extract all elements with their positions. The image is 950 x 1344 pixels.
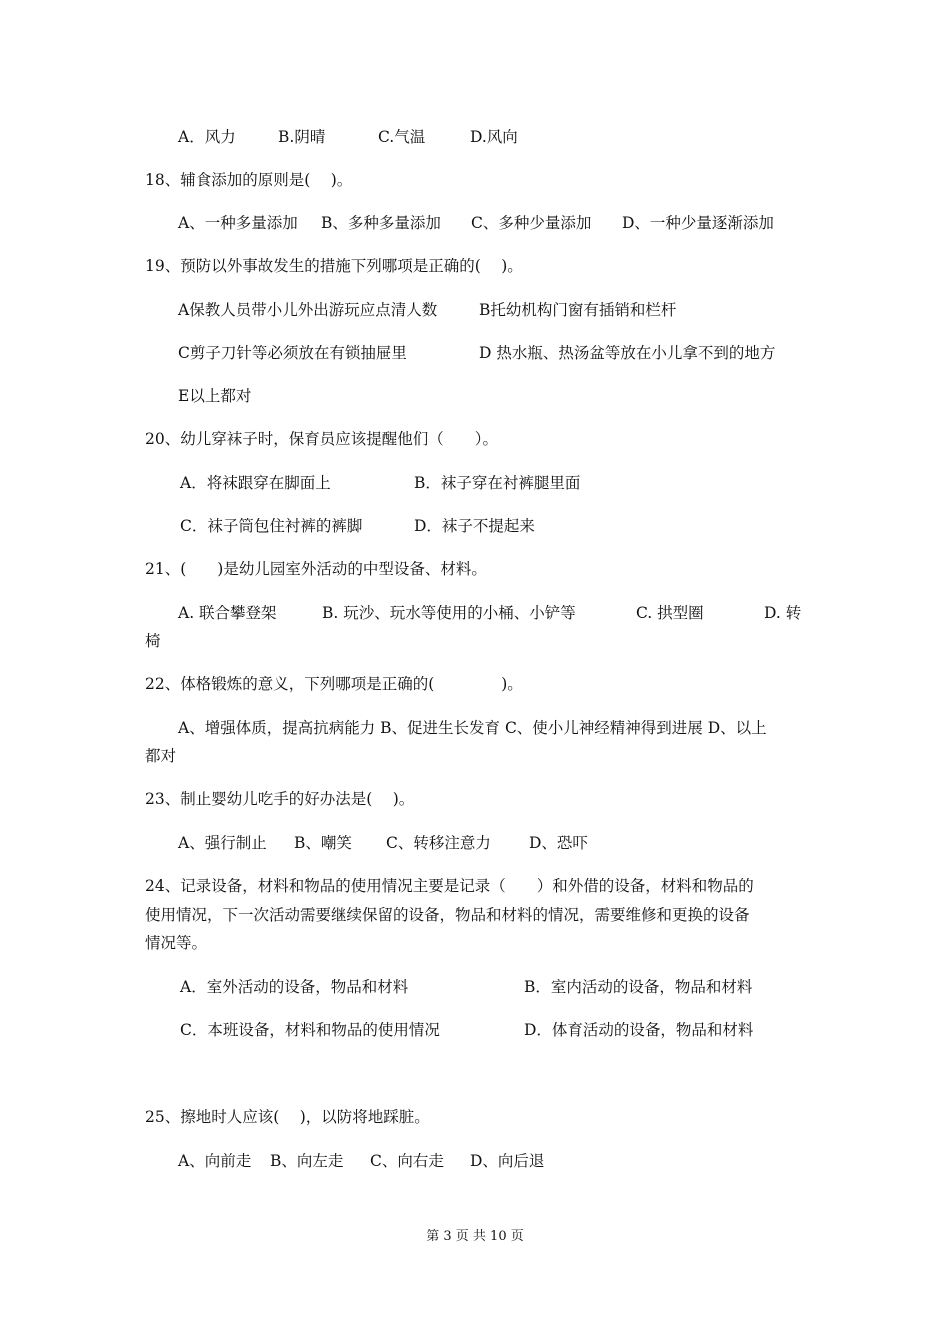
q25-option-c: C、向右走 xyxy=(370,1152,444,1170)
q19-stem: 19、预防以外事故发生的措施下列哪项是正确的( )。 xyxy=(145,257,523,275)
q24-stem-line1: 24、记录设备，材料和物品的使用情况主要是记录（ ）和外借的设备，材料和物品的 xyxy=(145,877,754,895)
q24-stem-line2: 使用情况，下一次活动需要继续保留的设备，物品和材料的情况，需要维修和更换的设备 xyxy=(145,906,750,924)
q19-option-b: B托幼机构门窗有插销和栏杆 xyxy=(479,301,677,319)
q17-option-c: C.气温 xyxy=(378,128,426,146)
q25-stem: 25、擦地时人应该( )，以防将地踩脏。 xyxy=(145,1108,430,1126)
q21-option-d-wrap: 椅 xyxy=(145,632,161,650)
q19-option-e: E以上都对 xyxy=(178,387,252,405)
q24-option-a: A．室外活动的设备，物品和材料 xyxy=(180,978,409,996)
q23-option-b: B、嘲笑 xyxy=(294,834,352,852)
q21-option-a: A. 联合攀登架 xyxy=(178,604,277,622)
q18-option-a: A、一种多量添加 xyxy=(178,214,298,232)
q19-option-a: A保教人员带小儿外出游玩应点清人数 xyxy=(178,301,438,319)
q18-option-c: C、多种少量添加 xyxy=(471,214,592,232)
q25-option-b: B、向左走 xyxy=(270,1152,344,1170)
q25-option-d: D、向后退 xyxy=(470,1152,545,1170)
page-footer: 第 3 页 共 10 页 xyxy=(426,1229,524,1244)
q17-option-a: A．风力 xyxy=(178,128,236,146)
q21-option-b: B. 玩沙、玩水等使用的小桶、小铲等 xyxy=(322,604,576,622)
q21-stem: 21、( )是幼儿园室外活动的中型设备、材料。 xyxy=(145,560,487,578)
q18-option-b: B、多种多量添加 xyxy=(321,214,441,232)
q19-option-c: C剪子刀针等必须放在有锁抽屉里 xyxy=(178,344,407,362)
q19-option-d: D 热水瓶、热汤盆等放在小儿拿不到的地方 xyxy=(479,344,776,362)
q21-option-d: D. 转 xyxy=(764,604,802,622)
q20-stem: 20、幼儿穿袜子时，保育员应该提醒他们（ ）。 xyxy=(145,430,498,448)
q24-option-d: D．体育活动的设备，物品和材料 xyxy=(524,1021,754,1039)
q24-option-c: C．本班设备，材料和物品的使用情况 xyxy=(180,1021,440,1039)
q20-option-d: D．袜子不提起来 xyxy=(414,517,535,535)
q24-stem-line3: 情况等。 xyxy=(145,934,208,952)
q18-stem: 18、辅食添加的原则是( )。 xyxy=(145,171,353,189)
q22-stem: 22、体格锻炼的意义，下列哪项是正确的( )。 xyxy=(145,675,523,693)
q20-option-b: B．袜子穿在衬裤腿里面 xyxy=(414,474,581,492)
q24-option-b: B．室内活动的设备，物品和材料 xyxy=(524,978,753,996)
q18-option-d: D、一种少量逐渐添加 xyxy=(622,214,774,232)
q17-option-d: D.风向 xyxy=(470,128,518,146)
q17-option-b: B.阴晴 xyxy=(278,128,326,146)
q23-option-d: D、恐吓 xyxy=(529,834,588,852)
q22-options-line2: 都对 xyxy=(145,747,177,765)
q21-option-c: C. 拱型圈 xyxy=(636,604,704,622)
q20-option-a: A．将袜跟穿在脚面上 xyxy=(180,474,331,492)
q22-options-line1: A、增强体质，提高抗病能力 B、促进生长发育 C、使小儿神经精神得到进展 D、以上 xyxy=(178,719,767,737)
q25-option-a: A、向前走 xyxy=(178,1152,252,1170)
q23-option-a: A、强行制止 xyxy=(178,834,267,852)
q20-option-c: C．袜子筒包住衬裤的裤脚 xyxy=(180,517,363,535)
q23-option-c: C、转移注意力 xyxy=(386,834,491,852)
q23-stem: 23、制止婴幼儿吃手的好办法是( )。 xyxy=(145,790,415,808)
